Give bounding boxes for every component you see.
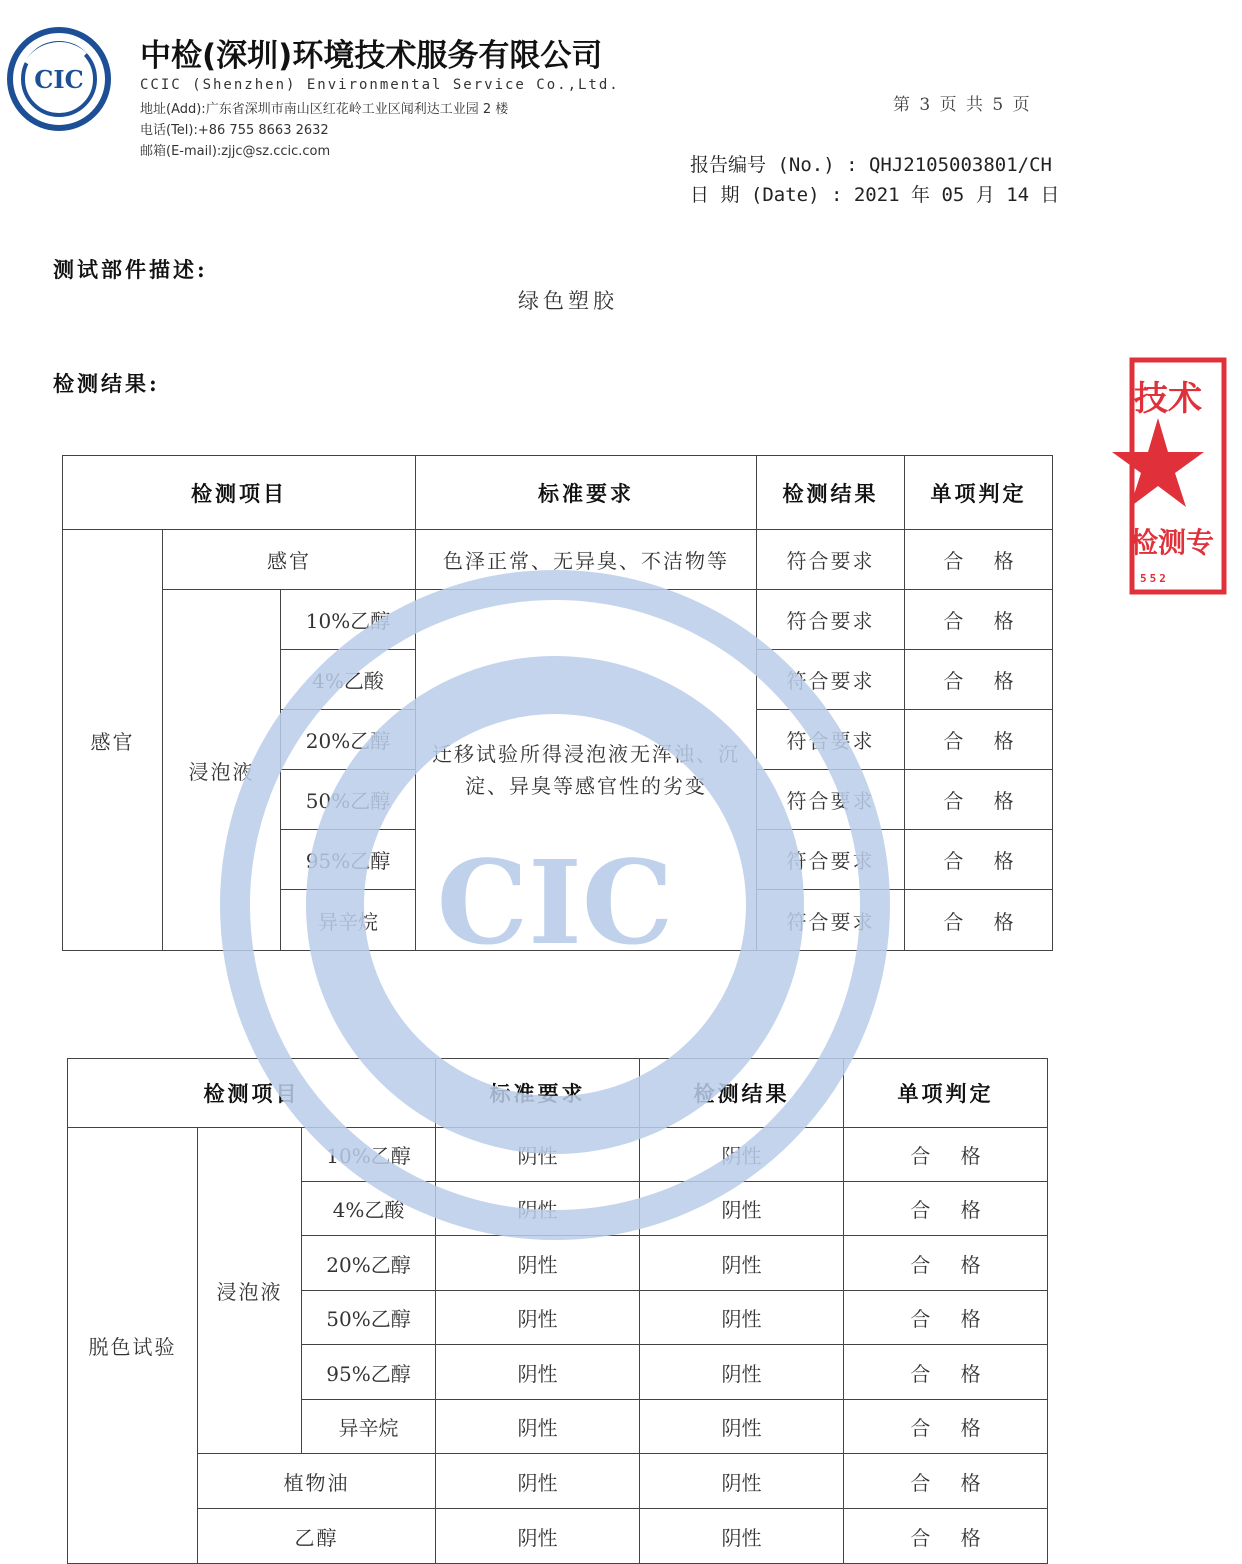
row-item: 10%乙醇 [302,1128,436,1182]
row-item: 95%乙醇 [281,830,416,890]
row-requirement: 阴性 [436,1454,640,1509]
svg-text:552: 552 [1140,572,1169,585]
row-verdict: 合 格 [844,1345,1048,1400]
company-name-en: CCIC (Shenzhen) Environmental Service Co.,Ltd. [140,77,620,93]
svg-text:CIC: CIC [436,836,674,971]
report-number: 报告编号 (No.) : QHJ2105003801/CH [690,154,1052,176]
row-verdict: 合 格 [905,770,1053,830]
group-label-decolorization: 脱色试验 [68,1128,198,1564]
row-result: 阴性 [640,1509,844,1564]
row-item: 50%乙醇 [281,770,416,830]
row-item: 95%乙醇 [302,1345,436,1400]
row-verdict: 合 格 [844,1454,1048,1509]
row-requirement: 阴性 [436,1182,640,1236]
row-result: 符合要求 [757,830,905,890]
row-result: 阴性 [640,1291,844,1345]
svg-text:检测专: 检测专 [1130,526,1215,559]
row-requirement: 阴性 [436,1291,640,1345]
company-address: 地址(Add):广东省深圳市南山区红花岭工业区闻利达工业园 2 楼 [140,102,509,117]
section-title-results: 检测结果: [53,371,160,396]
row-item: 10%乙醇 [281,590,416,650]
row-item: 植物油 [198,1454,436,1509]
row-item: 异辛烷 [302,1400,436,1454]
row-item: 4%乙酸 [281,650,416,710]
row-item: 20%乙醇 [281,710,416,770]
row-verdict: 合 格 [844,1509,1048,1564]
col-header-result: 检测结果 [640,1059,844,1128]
official-stamp [1118,352,1215,597]
section-title-description: 测试部件描述: [53,257,208,282]
row-result: 阴性 [640,1128,844,1182]
merged-requirement: 迁移试验所得浸泡液无浑浊、沉淀、异臭等感官性的劣变 [416,590,757,951]
report-date: 日 期 (Date) : 2021 年 05 月 14 日 [690,184,1060,206]
row-item: 乙醇 [198,1509,436,1564]
sensory-results-table [62,455,1053,951]
row-result: 阴性 [640,1345,844,1400]
row-verdict: 合 格 [905,710,1053,770]
col-header-item: 检测项目 [68,1059,436,1128]
row-verdict: 合 格 [844,1291,1048,1345]
decolorization-results-table [67,1058,1048,1564]
sub-group-soak-liquid: 浸泡液 [198,1128,302,1454]
row-item: 50%乙醇 [302,1291,436,1345]
row-verdict: 合 格 [844,1236,1048,1291]
row-result: 符合要求 [757,890,905,951]
row-verdict: 合 格 [844,1128,1048,1182]
row-item: 异辛烷 [281,890,416,951]
row-requirement: 阴性 [436,1400,640,1454]
part-description: 绿色塑胶 [518,289,618,313]
page-number: 第 3 页 共 5 页 [893,95,1032,115]
row-verdict: 合 格 [844,1182,1048,1236]
group-label-sensory: 感官 [63,530,163,951]
row-result: 阴性 [640,1236,844,1291]
row-result: 符合要求 [757,530,905,590]
row-result: 符合要求 [757,770,905,830]
row-verdict: 合 格 [905,830,1053,890]
row-verdict: 合 格 [905,530,1053,590]
company-tel: 电话(Tel):+86 755 8663 2632 [140,123,329,138]
row-item: 4%乙酸 [302,1182,436,1236]
col-header-result: 检测结果 [757,456,905,530]
row-requirement: 阴性 [436,1345,640,1400]
company-name-cn: 中检(深圳)环境技术服务有限公司 [140,38,603,74]
row-verdict: 合 格 [844,1400,1048,1454]
svg-text:技术: 技术 [1134,379,1202,419]
row-item: 感官 [163,530,416,590]
row-item: 20%乙醇 [302,1236,436,1291]
row-requirement: 阴性 [436,1236,640,1291]
col-header-requirement: 标准要求 [416,456,757,530]
row-result: 阴性 [640,1182,844,1236]
row-result: 符合要求 [757,590,905,650]
company-logo [6,26,112,132]
col-header-requirement: 标准要求 [436,1059,640,1128]
row-verdict: 合 格 [905,890,1053,951]
company-email: 邮箱(E-mail):zjjc@sz.ccic.com [140,144,331,159]
sub-group-soak-liquid: 浸泡液 [163,590,281,951]
col-header-verdict: 单项判定 [905,456,1053,530]
row-result: 符合要求 [757,650,905,710]
col-header-item: 检测项目 [63,456,416,530]
row-requirement: 色泽正常、无异臭、不洁物等 [416,530,757,590]
col-header-verdict: 单项判定 [844,1059,1048,1128]
row-verdict: 合 格 [905,650,1053,710]
row-result: 符合要求 [757,710,905,770]
row-result: 阴性 [640,1454,844,1509]
row-requirement: 阴性 [436,1128,640,1182]
row-requirement: 阴性 [436,1509,640,1564]
row-verdict: 合 格 [905,590,1053,650]
svg-text:CIC: CIC [34,65,84,94]
row-result: 阴性 [640,1400,844,1454]
